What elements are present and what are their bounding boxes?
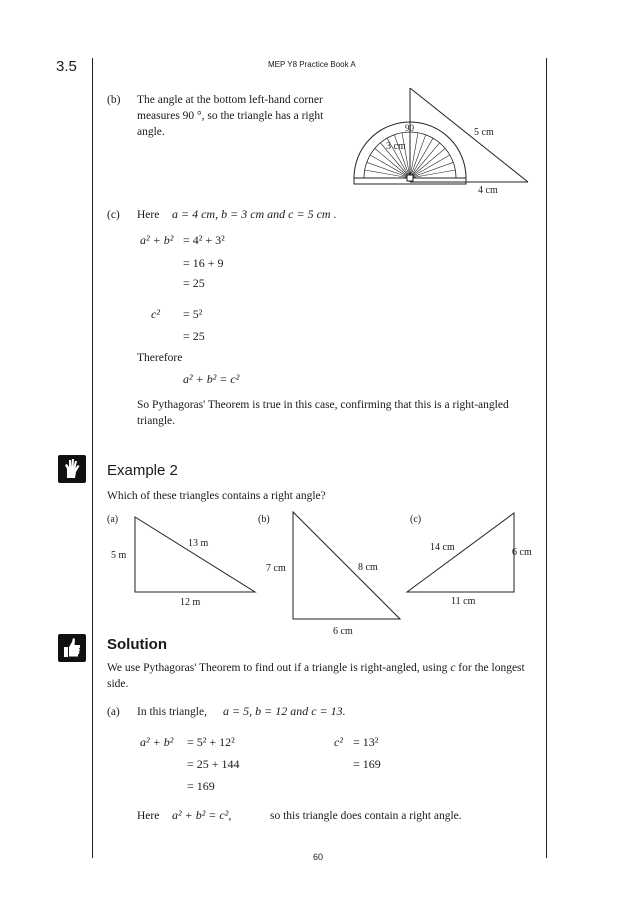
tri-c-side-14cm: 14 cm bbox=[430, 542, 455, 553]
triangle-a bbox=[133, 515, 258, 595]
tri-b-side-7cm: 7 cm bbox=[266, 563, 286, 574]
solution-part-a-values: a = 5, b = 12 and c = 13. bbox=[223, 704, 346, 718]
eq-c-rhs5: = 25 bbox=[183, 329, 205, 343]
eq-c-rhs2: = 16 + 9 bbox=[183, 256, 224, 270]
solution-intro bbox=[107, 660, 532, 692]
part-b-label: (b) bbox=[107, 94, 121, 106]
sol-here-post: so this triangle does contain a right angle. bbox=[270, 810, 462, 822]
tri-c-side-11cm: 11 cm bbox=[451, 596, 476, 607]
part-b-text bbox=[137, 92, 352, 140]
sol-eq-rhs1: = 5² + 12² bbox=[187, 735, 235, 749]
solution-part-a-text: In this triangle, bbox=[137, 706, 207, 718]
part-c-intro: Here bbox=[137, 209, 160, 221]
sol-here-equation: a² + b² = c², bbox=[172, 808, 232, 822]
tri-a-label: (a) bbox=[107, 514, 119, 525]
sol-c-rhs1: = 13² bbox=[353, 735, 379, 749]
sol-eq-lhs1: a² + b² bbox=[140, 735, 174, 749]
eq-c-rhs1: = 4² + 3² bbox=[183, 233, 225, 247]
example-hand-icon bbox=[58, 455, 86, 483]
tri-a-side-13m: 13 m bbox=[188, 538, 209, 549]
triangle-b bbox=[291, 510, 403, 622]
tri-b-label: (b) bbox=[258, 514, 270, 525]
solution-intro-var: c bbox=[450, 662, 456, 674]
eq-c-rhs3: = 25 bbox=[183, 276, 205, 290]
sol-c-rhs2: = 169 bbox=[353, 757, 381, 771]
side-5cm: 5 cm bbox=[474, 127, 494, 138]
page-number: 60 bbox=[313, 852, 324, 862]
solution-intro-post: for the longest side. bbox=[107, 662, 525, 690]
eq-c-lhs1: a² + b² bbox=[140, 233, 174, 247]
protractor-90-mark: 90 bbox=[405, 123, 414, 133]
side-4cm: 4 cm bbox=[478, 185, 498, 195]
solution-thumbs-icon bbox=[58, 634, 86, 662]
tri-a-side-5m: 5 m bbox=[111, 550, 127, 561]
section-number: 3.5 bbox=[56, 58, 77, 75]
triangle-c bbox=[405, 511, 517, 595]
sol-here-text: Here bbox=[137, 810, 160, 822]
tri-b-side-6cm: 6 cm bbox=[333, 626, 353, 637]
tri-a-side-12m: 12 m bbox=[180, 597, 201, 608]
example2-question: Which of these triangles contains a right angle? bbox=[107, 490, 326, 502]
solution-part-a-label: (a) bbox=[107, 706, 120, 718]
therefore-text: Therefore bbox=[137, 352, 183, 364]
part-b-body: The angle at the bottom left-hand corner measures 90 °, so the triangle has a right angle. bbox=[137, 94, 324, 138]
example2-title: Example 2 bbox=[107, 462, 178, 479]
book-title: MEP Y8 Practice Book A bbox=[268, 60, 356, 69]
sol-eq-rhs2: = 25 + 144 bbox=[187, 757, 240, 771]
protractor-diagram bbox=[350, 85, 540, 195]
tri-c-label: (c) bbox=[410, 514, 422, 525]
conclusion-text: So Pythagoras' Theorem is true in this case, confirming that this is a right-angled triangle. bbox=[137, 399, 509, 427]
part-c-values: a = 4 cm, b = 3 cm and c = 5 cm . bbox=[172, 207, 337, 221]
part-c-label: (c) bbox=[107, 209, 120, 221]
eq-c-rhs4: = 5² bbox=[183, 307, 203, 321]
left-margin-line bbox=[92, 58, 93, 858]
conclusion-equation: a² + b² = c² bbox=[183, 372, 240, 386]
tri-c-side-6cm: 6 cm bbox=[512, 547, 532, 558]
eq-c-lhs4: c² bbox=[151, 307, 160, 321]
solution-title: Solution bbox=[107, 636, 167, 653]
right-margin-line bbox=[546, 58, 547, 858]
side-3cm: 3 cm bbox=[386, 141, 406, 152]
solution-intro-pre: We use Pythagoras' Theorem to find out if a triangle is right-angled, using bbox=[107, 662, 448, 674]
sol-eq-rhs3: = 169 bbox=[187, 779, 215, 793]
sol-c-lhs: c² bbox=[334, 735, 343, 749]
tri-b-side-8cm: 8 cm bbox=[358, 562, 378, 573]
